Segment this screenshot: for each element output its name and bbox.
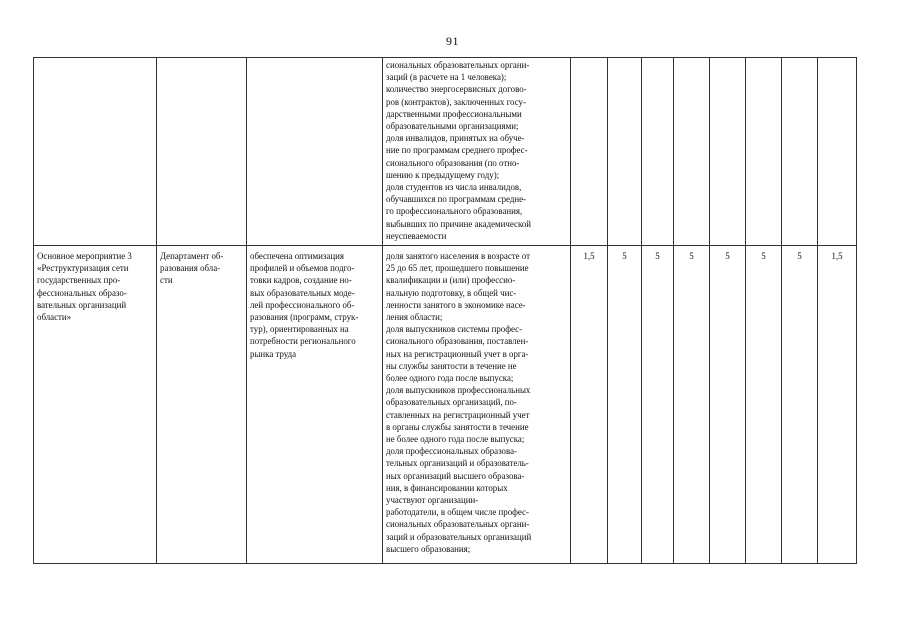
value-cell	[642, 58, 674, 246]
program-measures-table	[33, 57, 857, 564]
value-cell: 5	[710, 246, 746, 564]
measure-cell	[34, 58, 157, 246]
result-cell: обеспечена оптимизация профилей и объемов подго- товки кадров, создание но- вых образовательных моде- лей профессионального об- разования (программ, струк- тур), ориентированных на потребности регионального рынка труда	[247, 246, 383, 564]
value-cell: 5	[608, 246, 642, 564]
executor-cell: Департамент об- разования обла- сти	[157, 246, 247, 564]
indicators-cell: сиональных образовательных органи- заций (в расчете на 1 человека); количество энергосервисных догово- ров (контрактов), заключенных госу- дарственными профессиональными образовательными организациями; доля инвалидов, принятых на обуче- ние по программам среднего профес- сионального образования (по отно- шению к предыдущему году); доля студентов из числа инвалидов, обучавшихся по программам средне- го профессионального образования, выбывших по причине академической неуспеваемости	[383, 58, 571, 246]
table-row	[34, 246, 857, 564]
value-cell: 5	[746, 246, 782, 564]
table-row	[34, 58, 857, 246]
value-cell	[608, 58, 642, 246]
measure-cell: Основное мероприятие 3 «Реструктуризация сети государственных про- фессиональных образо- вательных организаций области»	[34, 246, 157, 564]
indicators-cell: доля занятого населения в возрасте от 25 до 65 лет, прошедшего повышение квалификации и (или) профессио- нальную подготовку, в общей чис- ленности занятого в экономике насе- ления области; доля выпускников системы профес- сионального образования, поставлен- ных на регистрационный учет в орга- ны службы занятости в течение не более одного года после выпуска; доля выпускников профессиональных образовательных организаций, по- ставленных на регистрационный учет в органы службы занятости в течение не более одного года после выпуска; доля профессиональных образова- тельных организаций и образователь- ных организаций высшего образова- ния, в финансировании которых участвуют организации- работодатели, в общем числе профес- сиональных образовательных органи- заций и образовательных организаций высшего образования;	[383, 246, 571, 564]
executor-cell	[157, 58, 247, 246]
value-cell	[674, 58, 710, 246]
value-cell	[818, 58, 857, 246]
value-cell	[710, 58, 746, 246]
value-cell: 1,5	[571, 246, 608, 564]
value-cell: 5	[674, 246, 710, 564]
value-cell	[746, 58, 782, 246]
value-cell	[571, 58, 608, 246]
result-cell	[247, 58, 383, 246]
value-cell: 5	[642, 246, 674, 564]
value-cell	[782, 58, 818, 246]
page-number: 91	[446, 34, 459, 48]
value-cell: 5	[782, 246, 818, 564]
value-cell: 1,5	[818, 246, 857, 564]
